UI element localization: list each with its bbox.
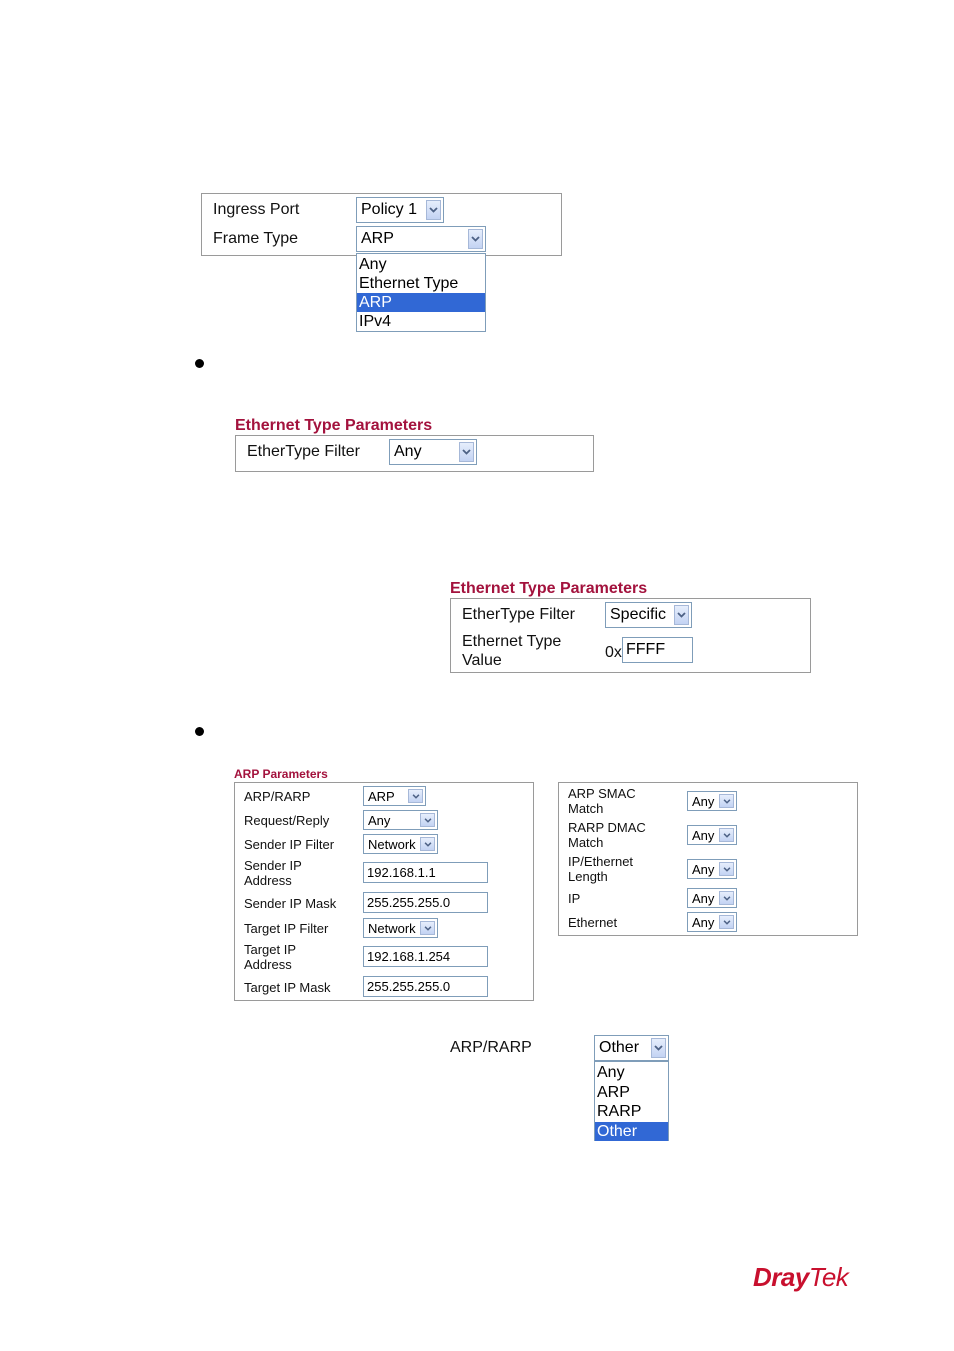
- rarp-dmac-match-value: Any: [692, 827, 715, 843]
- chevron-down-icon: [719, 891, 734, 905]
- target-ip-address-label: [244, 942, 296, 972]
- target-ip-mask-label: Target IP Mask: [244, 980, 331, 995]
- chevron-down-icon: [719, 828, 734, 842]
- frame-type-option-arp[interactable]: ARP: [357, 293, 485, 312]
- arp-rarp-option-arp[interactable]: ARP: [597, 1083, 630, 1101]
- target-ip-address-label-line1: Target IP: [244, 942, 297, 957]
- ethernet-type-parameters-title: Ethernet Type Parameters: [235, 417, 433, 434]
- frame-type-option-ethernet-type[interactable]: Ethernet Type: [359, 275, 459, 292]
- chevron-down-icon: [420, 921, 435, 935]
- chevron-down-icon: [426, 200, 441, 220]
- ethertype-filter-value: Any: [394, 443, 422, 460]
- ethernet-type-parameters-title: Ethernet Type Parameters: [450, 580, 648, 597]
- ip-ethernet-length-label-line2: Length: [568, 869, 608, 884]
- ip-ethernet-length-label-line1: IP/Ethernet: [568, 854, 634, 869]
- logo-text-tek: Tek: [808, 1262, 849, 1292]
- frame-type-dropdown-list: [356, 253, 486, 332]
- ip-ethernet-length-value: Any: [692, 861, 715, 877]
- ingress-port-value: Policy 1: [361, 201, 418, 218]
- target-ip-mask-input[interactable]: 255.255.255.0: [363, 976, 488, 997]
- ethertype-filter-select[interactable]: [605, 602, 692, 628]
- sender-ip-address-label: [244, 858, 302, 888]
- ip-select[interactable]: [687, 888, 737, 908]
- chevron-down-icon: [420, 813, 435, 827]
- bullet-point: [195, 727, 204, 736]
- ethernet-type-value-label: [462, 632, 561, 670]
- sender-ip-mask-input[interactable]: 255.255.255.0: [363, 892, 488, 913]
- ethernet-type-value-label-line2: Value: [462, 652, 502, 669]
- chevron-down-icon: [719, 862, 734, 876]
- arp-rarp-option-any[interactable]: Any: [597, 1064, 625, 1081]
- sender-ip-address-label-line2: Address: [244, 873, 292, 888]
- target-ip-filter-value: Network: [368, 920, 416, 936]
- ip-ethernet-length-label: [568, 854, 633, 884]
- chevron-down-icon: [408, 789, 423, 803]
- sender-ip-filter-select[interactable]: [363, 834, 438, 854]
- arp-rarp-dropdown-list: [594, 1061, 669, 1141]
- ingress-port-label: Ingress Port: [213, 201, 300, 218]
- chevron-down-icon: [719, 915, 734, 929]
- arp-rarp-option-other[interactable]: Other: [595, 1122, 668, 1142]
- chevron-down-icon: [420, 837, 435, 851]
- ethertype-filter-value: Specific: [610, 606, 667, 623]
- arp-rarp-select[interactable]: [363, 786, 426, 806]
- arp-rarp-label: ARP/RARP: [244, 789, 311, 804]
- rarp-dmac-match-label-line1: RARP DMAC: [568, 820, 646, 835]
- chevron-down-icon: [459, 442, 474, 462]
- ethernet-value: Any: [692, 914, 715, 930]
- arp-rarp-dropdown-label: ARP/RARP: [450, 1039, 532, 1056]
- logo-text-dray: Dray: [753, 1262, 809, 1292]
- hex-prefix: 0x: [605, 644, 622, 661]
- ip-label: IP: [568, 891, 581, 906]
- arp-smac-match-label: [568, 786, 636, 816]
- ethertype-filter-label: EtherType Filter: [462, 606, 575, 623]
- chevron-down-icon: [468, 229, 483, 249]
- sender-ip-address-label-line1: Sender IP: [244, 858, 302, 873]
- rarp-dmac-match-label: [568, 820, 646, 850]
- ethertype-filter-label: EtherType Filter: [247, 443, 360, 460]
- target-ip-address-label-line2: Address: [244, 957, 292, 972]
- ethernet-select[interactable]: [687, 912, 737, 932]
- ethernet-label: Ethernet: [568, 915, 618, 930]
- rarp-dmac-match-label-line2: Match: [568, 835, 604, 850]
- arp-smac-match-select[interactable]: [687, 791, 737, 811]
- request-reply-select[interactable]: [363, 810, 438, 830]
- frame-type-label: Frame Type: [213, 230, 299, 247]
- sender-ip-mask-label: Sender IP Mask: [244, 896, 337, 911]
- chevron-down-icon: [674, 605, 689, 625]
- ethertype-filter-select[interactable]: [389, 439, 477, 465]
- target-ip-filter-label: Target IP Filter: [244, 921, 329, 936]
- frame-type-option-ipv4[interactable]: IPv4: [359, 313, 392, 330]
- ethernet-type-value-label-line1: Ethernet Type: [462, 633, 562, 650]
- frame-type-option-any[interactable]: Any: [359, 256, 387, 273]
- ethernet-type-value-input[interactable]: FFFF: [622, 637, 693, 663]
- request-reply-label: Request/Reply: [244, 813, 330, 828]
- target-ip-filter-select[interactable]: [363, 918, 438, 938]
- arp-smac-match-value: Any: [692, 793, 715, 809]
- ip-ethernet-length-select[interactable]: [687, 859, 737, 879]
- arp-rarp-dropdown-select[interactable]: [594, 1035, 669, 1061]
- arp-parameters-title: ARP Parameters: [234, 767, 328, 781]
- draytek-logo: [753, 1262, 848, 1293]
- frame-type-value: ARP: [361, 230, 394, 247]
- arp-smac-match-label-line2: Match: [568, 801, 604, 816]
- target-ip-address-input[interactable]: 192.168.1.254: [363, 946, 488, 967]
- sender-ip-address-input[interactable]: 192.168.1.1: [363, 862, 488, 883]
- chevron-down-icon: [719, 794, 734, 808]
- request-reply-value: Any: [368, 812, 391, 828]
- rarp-dmac-match-select[interactable]: [687, 825, 737, 845]
- arp-rarp-value: ARP: [368, 788, 395, 804]
- bullet-point: [195, 359, 204, 368]
- sender-ip-filter-value: Network: [368, 836, 416, 852]
- sender-ip-filter-label: Sender IP Filter: [244, 837, 335, 852]
- ingress-port-select[interactable]: [356, 197, 444, 223]
- chevron-down-icon: [651, 1038, 666, 1058]
- arp-smac-match-label-line1: ARP SMAC: [568, 786, 636, 801]
- arp-rarp-dropdown-value: Other: [599, 1039, 640, 1056]
- frame-type-select[interactable]: [356, 226, 486, 252]
- ip-value: Any: [692, 890, 715, 906]
- arp-rarp-option-rarp[interactable]: RARP: [597, 1103, 642, 1120]
